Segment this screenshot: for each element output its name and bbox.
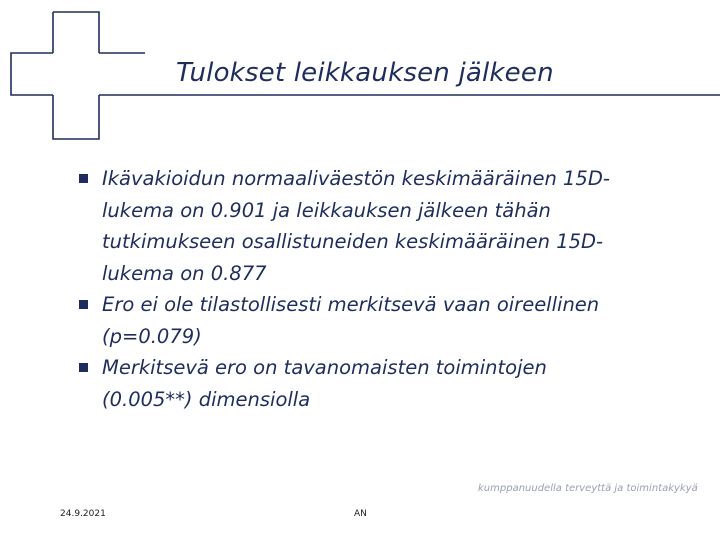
bullet-text: Ikävakioidun normaaliväestön keskimääräinen 15D-lukema on 0.901 ja leikkauksen jälkeen tähän tutkimukseen osallistuneiden keskimääräinen 15D-lukema on 0.877 xyxy=(102,167,610,285)
bullet-item xyxy=(76,289,636,352)
footer-author: AN xyxy=(354,509,367,519)
bullet-text: Merkitsevä ero on tavanomaisten toimintojen (0.005**) dimensiolla xyxy=(102,356,547,411)
footer-tagline: kumppanuudella terveyttä ja toimintakykyä xyxy=(478,483,698,494)
slide-title: Tulokset leikkauksen jälkeen xyxy=(176,58,554,88)
bullet-item xyxy=(76,352,636,415)
square-bullet-icon xyxy=(79,300,88,309)
bullet-text: Ero ei ole tilastollisesti merkitsevä vaan oireellinen (p=0.079) xyxy=(102,293,600,348)
bullet-list xyxy=(76,163,636,415)
square-bullet-icon xyxy=(79,174,88,183)
square-bullet-icon xyxy=(79,363,88,372)
bullet-item xyxy=(76,163,636,289)
footer-date: 24.9.2021 xyxy=(60,509,106,519)
